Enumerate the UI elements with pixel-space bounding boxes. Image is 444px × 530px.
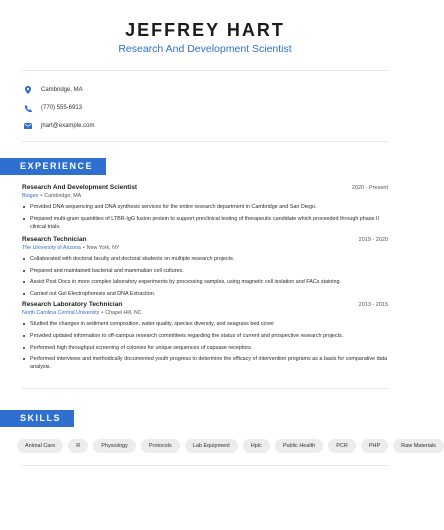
skills-heading: SKILLS: [0, 410, 74, 427]
contact-phone: [22, 99, 388, 117]
job-bullets: [22, 255, 388, 298]
job-company-line: North Carolina Central University • Chapel Hill, NC: [22, 310, 142, 317]
job-dates: 2013 - 2015: [358, 302, 388, 309]
job-dates: 2020 - Present: [351, 185, 388, 191]
job-title: Research Technician: [22, 236, 87, 243]
list-item: Provided updated information to off-campus research committees regarding the status of current and prospective research projects.: [22, 332, 388, 340]
skill-chip: Protocols: [141, 439, 180, 453]
job-company: North Carolina Central University: [22, 310, 100, 317]
resume-header: [0, 0, 410, 56]
experience-heading: EXPERIENCE: [0, 158, 106, 175]
skill-chip: Animal Care: [17, 439, 63, 453]
job-company-line: The University of Arizona • New York, NY: [22, 245, 120, 251]
skill-chip: PHP: [361, 439, 388, 453]
skill-chip: R: [68, 439, 88, 453]
list-item: Carried out Gel Electrophoresis and DNA Extraction.: [22, 290, 388, 298]
skills-divider: [22, 465, 388, 466]
phone-text: (770) 555-6913: [41, 105, 83, 111]
skill-chip: Raw Materials: [393, 439, 444, 453]
contact-location: [22, 81, 388, 99]
skill-chip: Lab Equipment: [185, 439, 238, 453]
skill-chip: Physiology: [93, 439, 136, 453]
job-dates: 2019 - 2020: [358, 237, 388, 243]
skill-chip: Hplc: [243, 439, 270, 453]
job-location: Chapel Hill, NC: [105, 310, 142, 317]
experience-divider: [22, 388, 388, 389]
skill-chip: PCR: [328, 439, 356, 453]
mail-icon: [23, 123, 33, 129]
contact-divider: [22, 141, 388, 142]
experience-list: [0, 184, 410, 372]
job-location: New York, NY: [86, 245, 120, 251]
list-item: Studied the changes in sediment composition, water quality, species diversity, and seagrass bed cover: [22, 320, 388, 328]
list-item: Prepared and maintained bacterial and mammalian cell cultures.: [22, 267, 388, 275]
list-item: Provided DNA sequencing and DNA synthesis services for the entire research department in Cambridge and San Diego.: [22, 203, 388, 211]
job-bullets: [22, 203, 388, 231]
job-company: The University of Arizona: [22, 245, 81, 251]
location-text: Cambridge, MA: [41, 87, 83, 93]
contact-block: [0, 71, 410, 141]
skill-chip: Public Health: [275, 439, 323, 453]
job-location: Cambridge, MA: [44, 193, 82, 199]
job-entry: [22, 184, 388, 231]
list-item: Performed interviews and methodically documented youth progress to determine the efficacy of intervention programs as a basis for comparative data analysis.: [22, 355, 388, 371]
job-entry: [22, 236, 388, 298]
job-company: Biogen: [22, 193, 39, 199]
candidate-name: JEFFREY HART: [125, 20, 285, 40]
experience-section: [0, 156, 410, 175]
job-bullets: [22, 320, 388, 371]
list-item: Performed high throughput screening of colonies for unique sequences of capsase receptors.: [22, 344, 388, 352]
contact-email: [22, 117, 388, 135]
list-item: Collaborated with doctoral faculty and doctoral students on multiple research projects.: [22, 255, 388, 263]
job-title: Research Laboratory Technician: [22, 301, 123, 309]
email-text[interactable]: jhart@example.com: [41, 123, 95, 129]
list-item: Assist Post Docs in more complex laboratory experiments by processing samples, using magnetic cell isolation and FACs staining.: [22, 278, 388, 286]
candidate-role: Research And Development Scientist: [118, 43, 292, 55]
job-title: Research And Development Scientist: [22, 184, 137, 191]
job-company-line: Biogen • Cambridge, MA: [22, 193, 82, 199]
list-item: Prepared multi-gram quantities of LTBR-IgG fusion protein to support preclinical testing of therapeutic candidate which proceeded through phase II clinical trials.: [22, 215, 388, 231]
job-entry: [22, 301, 388, 371]
skills-list: [0, 439, 437, 453]
map-pin-icon: [23, 86, 33, 94]
phone-icon: [23, 105, 33, 112]
skills-section: [0, 408, 410, 427]
